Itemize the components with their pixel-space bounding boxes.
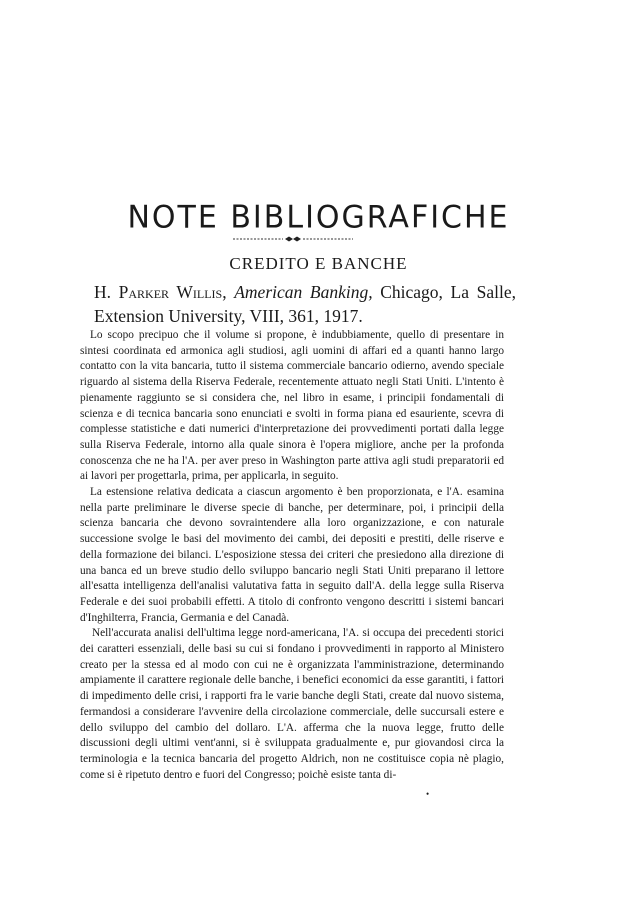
book-author: H. Parker Willis,	[94, 282, 227, 302]
title-ornament-divider	[233, 236, 353, 242]
book-title: American Banking,	[234, 282, 373, 302]
paragraph-2: La estensione relativa dedicata a ciascun argomento è ben proporzionata, e l'A. esamina nella parte preliminare le diverse specie di banche, per determinare, poi, i principii della scienza bancaria che devono sovraintendere alla loro organizzazione, e con naturale successione svolge le basi del movimento dei cambi, dei depositi e prestiti, delle riserve e della formazione dei bilanci. L'esposizione stessa dei criteri che presiedono alla direzione di una banca ed un breve studio dello sviluppo bancario negli Stati Uniti preparano il lettore all'esatta intelligenza dell'analisi valutativa fatta in seguito dall'A. della legge sulla Riserva Federale e dei suoi probabili effetti. A titolo di confronto vengono descritti i sistemi bancari d'Inghilterra, Francia, Germania e del Canadà.	[80, 486, 504, 624]
book-reference	[94, 280, 516, 328]
page-title: NOTE BIBLIOGRAFICHE	[127, 199, 510, 236]
section-title: CREDITO E BANCHE	[229, 254, 408, 273]
footer-mark: •	[426, 789, 430, 799]
review-body	[80, 328, 504, 783]
book-publication: Chicago, La Salle, Extension University, VIII, 361, 1917.	[94, 282, 516, 326]
paragraph-3: Nell'accurata analisi dell'ultima legge nord-americana, l'A. si occupa dei precedenti storici dei caratteri essenziali, delle basi su cui si fondano i provvedimenti in rapporto al Ministero creato per la stessa ed al modo con cui ne è organizzata l'amministrazione, determinando ampiamente il carattere regionale delle banche, i benefici economici da esse garantiti, i fattori di impedimento delle crisi, i rapporti fra le varie banche degli Stati, create dal nuovo sistema, fermandosi a considerare l'avvenire della circolazione commerciale, delle succursali estere e dello sviluppo del cambio del dollaro. L'A. afferma che la nuova legge, frutto delle discussioni degli ultimi vent'anni, si è sviluppata gradualmente e, pur giovandosi circa la terminologia e la tecnica bancaria del progetto Aldrich, non ne costituisce copia nè plagio, come si è ripetuto dentro e fuori del Congresso; poichè esiste tanta di-	[80, 627, 504, 781]
paragraph-1: Lo scopo precipuo che il volume si propone, è indubbiamente, quello di presentare in sintesi coordinata ed armonica agli studiosi, agli uomini di affari ed a quanti hanno largo contatto con la vita bancaria, tutto il sistema commerciale bancario odierno, avendo speciale riguardo al sistema della Riserva Federale, recentemente attuato negli Stati Uniti. L'intento è pienamente raggiunto se si considera che, nel libro in esame, i principii fondamentali di scienza e di tecnica bancaria sono enunciati e svolti in forma piana ed esauriente, scevra di complesse statistiche e dati numerici d'interpretazione dei provvedimenti portati dalla legge sulla Riserva Federale, intorno alla quale sinora è l'opera migliore, anche per la profonda conoscenza che ne ha l'A. per aver preso in Washington parte attiva agli studi preparatorii ed ai lavori per progettarla, prima, per applicarla, in seguito.	[80, 329, 504, 483]
